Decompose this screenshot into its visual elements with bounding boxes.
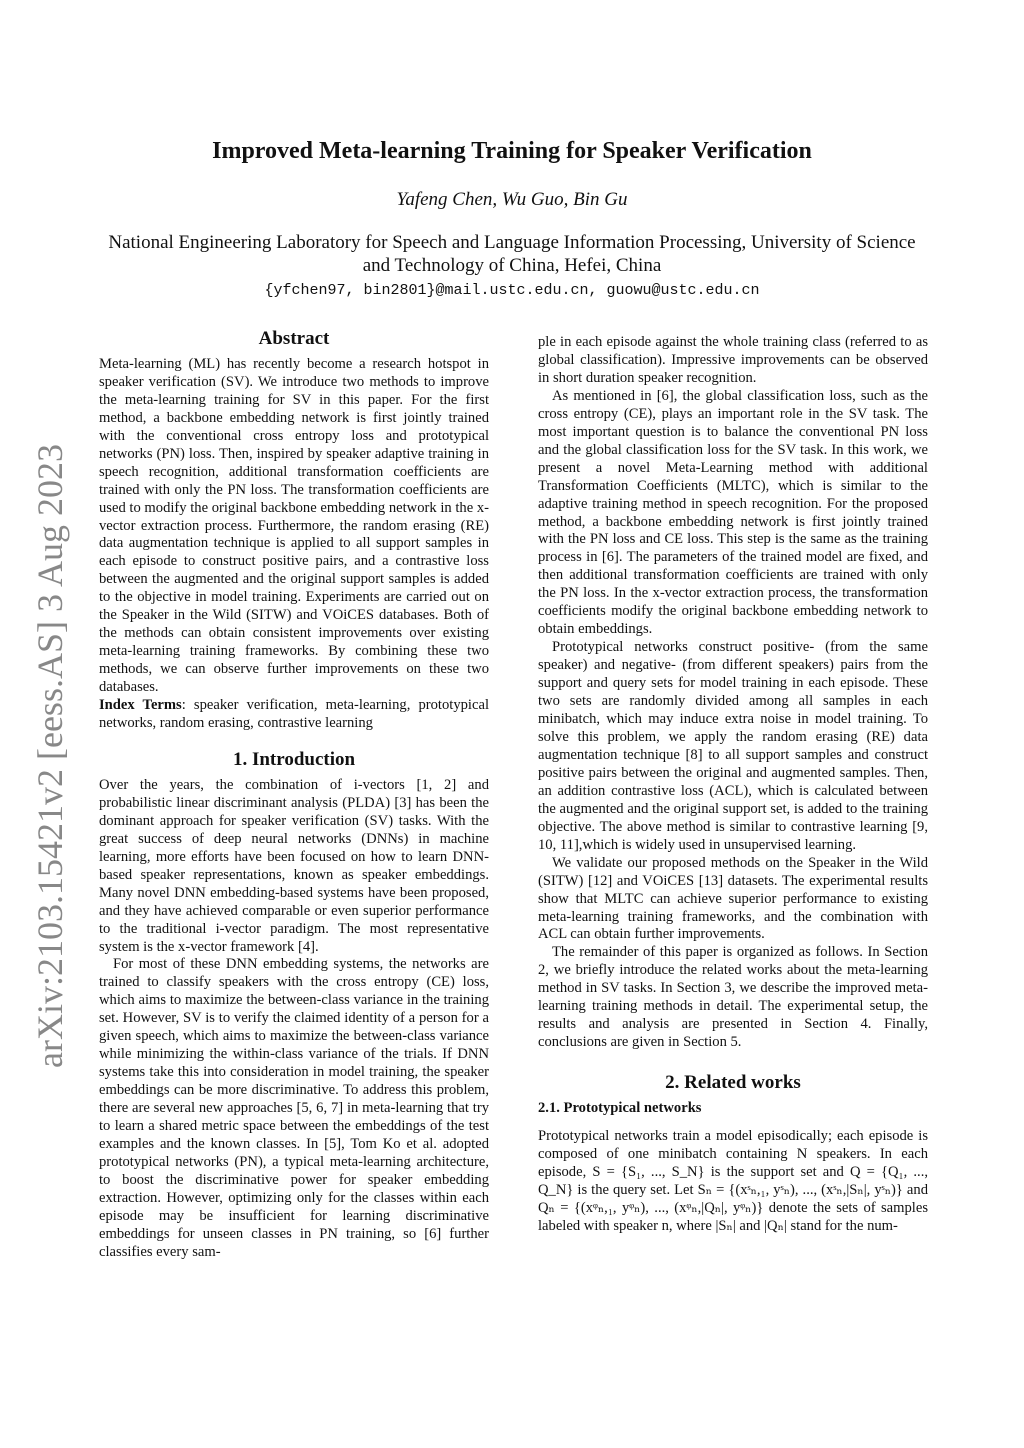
emails: {yfchen97, bin2801}@mail.ustc.edu.cn, guowu@ustc.edu.cn	[264, 282, 760, 299]
related-works-heading: 2. Related works	[665, 1072, 801, 1094]
authors: Yafeng Chen, Wu Guo, Bin Gu	[396, 189, 628, 210]
abstract-heading: Abstract	[258, 328, 330, 349]
prototypical-networks-subheading: 2.1. Prototypical networks	[538, 1100, 702, 1117]
intro-paragraph-5: Prototypical networks construct positive- (from the same speaker) and negative- (from different speakers) pairs from the support and query sets for model training in each episode. These two sets are randomly divided among all samples in each minibatch, which may induce extra noise in model training. To solve this problem, we apply the random erasing (RE) data augmentation technique [8] to all support samples and construct positive pairs between the original and augmented samples. Then, an addition contrastive loss (ACL), which is calculated between the augmented and the original support set, is added to the training objective. The above method is similar to contrastive learning [9, 10, 11],which is widely used in unsupervised learning.	[538, 639, 928, 853]
intro-paragraph-2: For most of these DNN embedding systems, the networks are trained to classify speakers with the cross entropy (CE) loss, which aims to maximize the between-class variance in the training set. However, SV is to verify the claimed identity of a person for a given speech, which aims to maximize the between-class variance while minimizing the within-class variance of the trials. If DNN systems take this into consideration in model training, the speaker embeddings can be more discriminative. To address this problem, there are several new approaches [5, 6, 7] in meta-learning that try to learn a shared metric space between the embeddings of the test examples and the known classes. In [5], Tom Ko et al. adopted prototypical networks (PN), a typical meta-learning architecture, to boost the discriminative power for speaker embedding extraction. However, optimizing only for the classes within each episode may be insufficient for learning discriminative embeddings for unseen classes in PN training, so [6] further classifies every sam-	[99, 956, 489, 1260]
related-paragraph-1: Prototypical networks train a model episodically; each episode is composed of one minibatch containing N speakers. In each episode, S = {S₁, ..., S_N} is the support set and Q = {Q₁, ..., Q_N} is the query set. Let Sₙ = {(xˢₙ,₁, yˢₙ), ..., (xˢₙ,|Sₙ|, yˢₙ)} and Qₙ = {(xᵠₙ,₁, yᵠₙ), ..., (xᵠₙ,|Qₙ|, yᵠₙ)} denote the sets of samples labeled with speaker n, where |Sₙ| and |Qₙ| stand for the num-	[538, 1128, 928, 1234]
index-terms-text: : speaker verification, meta-learning, prototypical networks, random erasing, contrastive learning	[99, 697, 489, 732]
paper-title: Improved Meta-learning Training for Speaker Verification	[212, 138, 812, 164]
index-terms	[99, 697, 489, 733]
right-column	[538, 334, 928, 1236]
abstract-text: Meta-learning (ML) has recently become a research hotspot in speaker verification (SV). We introduce two methods to improve the meta-learning training for SV in this paper. For the first method, a backbone embedding network is first jointly trained with the conventional cross entropy loss and prototypical networks (PN) loss. Then, inspired by speaker adaptive training in speech recognition, additional transformation coefficients are trained with only the PN loss. The transformation coefficients are used to modify the original backbone embedding network in the x-vector extraction process. Furthermore, the random erasing (RE) data augmentation technique is applied to all support samples in each episode to construct positive pairs, and a contrastive loss between the augmented and the original support samples is added to the objective in model training. Experiments are carried out on the Speaker in the Wild (SITW) and VOiCES databases. Both of the methods can obtain consistent improvements over existing meta-learning training frameworks. By combining these two methods, we can observe further improvements on these two databases.	[99, 355, 489, 696]
intro-paragraph-7: The remainder of this paper is organized as follows. In Section 2, we briefly introduce the related works about the meta-learning method in SV tasks. In Section 3, we describe the improved meta-learning training methods in detail. The experimental setup, the results and analysis are presented in Section 4. Finally, conclusions are given in Section 5.	[538, 944, 928, 1051]
index-terms-label: Index Terms	[99, 697, 182, 714]
affiliation: National Engineering Laboratory for Speech and Language Information Processing, University of Science and Technology of China, Hefei, China	[108, 232, 916, 276]
intro-paragraph-6: We validate our proposed methods on the Speaker in the Wild (SITW) [12] and VOiCES [13] datasets. The experimental results show that MLTC can achieve superior performance to existing meta-learning training frameworks, and the combination with ACL can obtain further improvements.	[538, 854, 928, 943]
intro-heading: 1. Introduction	[232, 748, 356, 770]
intro-paragraph-3: ple in each episode against the whole training class (referred to as global classification). Impressive improvements can be observed in short duration speaker recognition.	[538, 334, 928, 386]
arxiv-side-stamp: arXiv:2103.15421v2 [eess.AS] 3 Aug 2023	[30, 444, 70, 1068]
intro-paragraph-4: As mentioned in [6], the global classification loss, such as the cross entropy (CE), plays an important role in the SV task. The most important question is to balance the conventional PN loss and the global classification loss for the SV task. In this work, we present a novel Meta-Learning method with additional Transformation Coefficients (MLTC), which is similar to the adaptive training method in speech recognition. For the proposed method, a backbone embedding network is first jointly trained with the PN loss and CE loss. This step is the same as the training process in [6]. The parameters of the trained model are fixed, and then additional transformation coefficients are trained with only the PN loss. In the x-vector extraction process, the transformation coefficients modify the original backbone embedding network to obtain embeddings.	[538, 387, 928, 638]
left-column	[99, 330, 489, 1262]
intro-paragraph-1: Over the years, the combination of i-vectors [1, 2] and probabilistic linear discriminant analysis (PLDA) [3] has been the dominant approach for speaker verification (SV) tasks. With the great success of deep neural networks (DNNs) in machine learning, more efforts have been focused on how to learn DNN-based speaker representations, known as speaker embeddings. Many novel DNN embedding-based systems have been proposed, and they have achieved comparable or even superior performance to the traditional i-vector paradigm. The most representative system is the x-vector framework [4].	[99, 776, 489, 955]
